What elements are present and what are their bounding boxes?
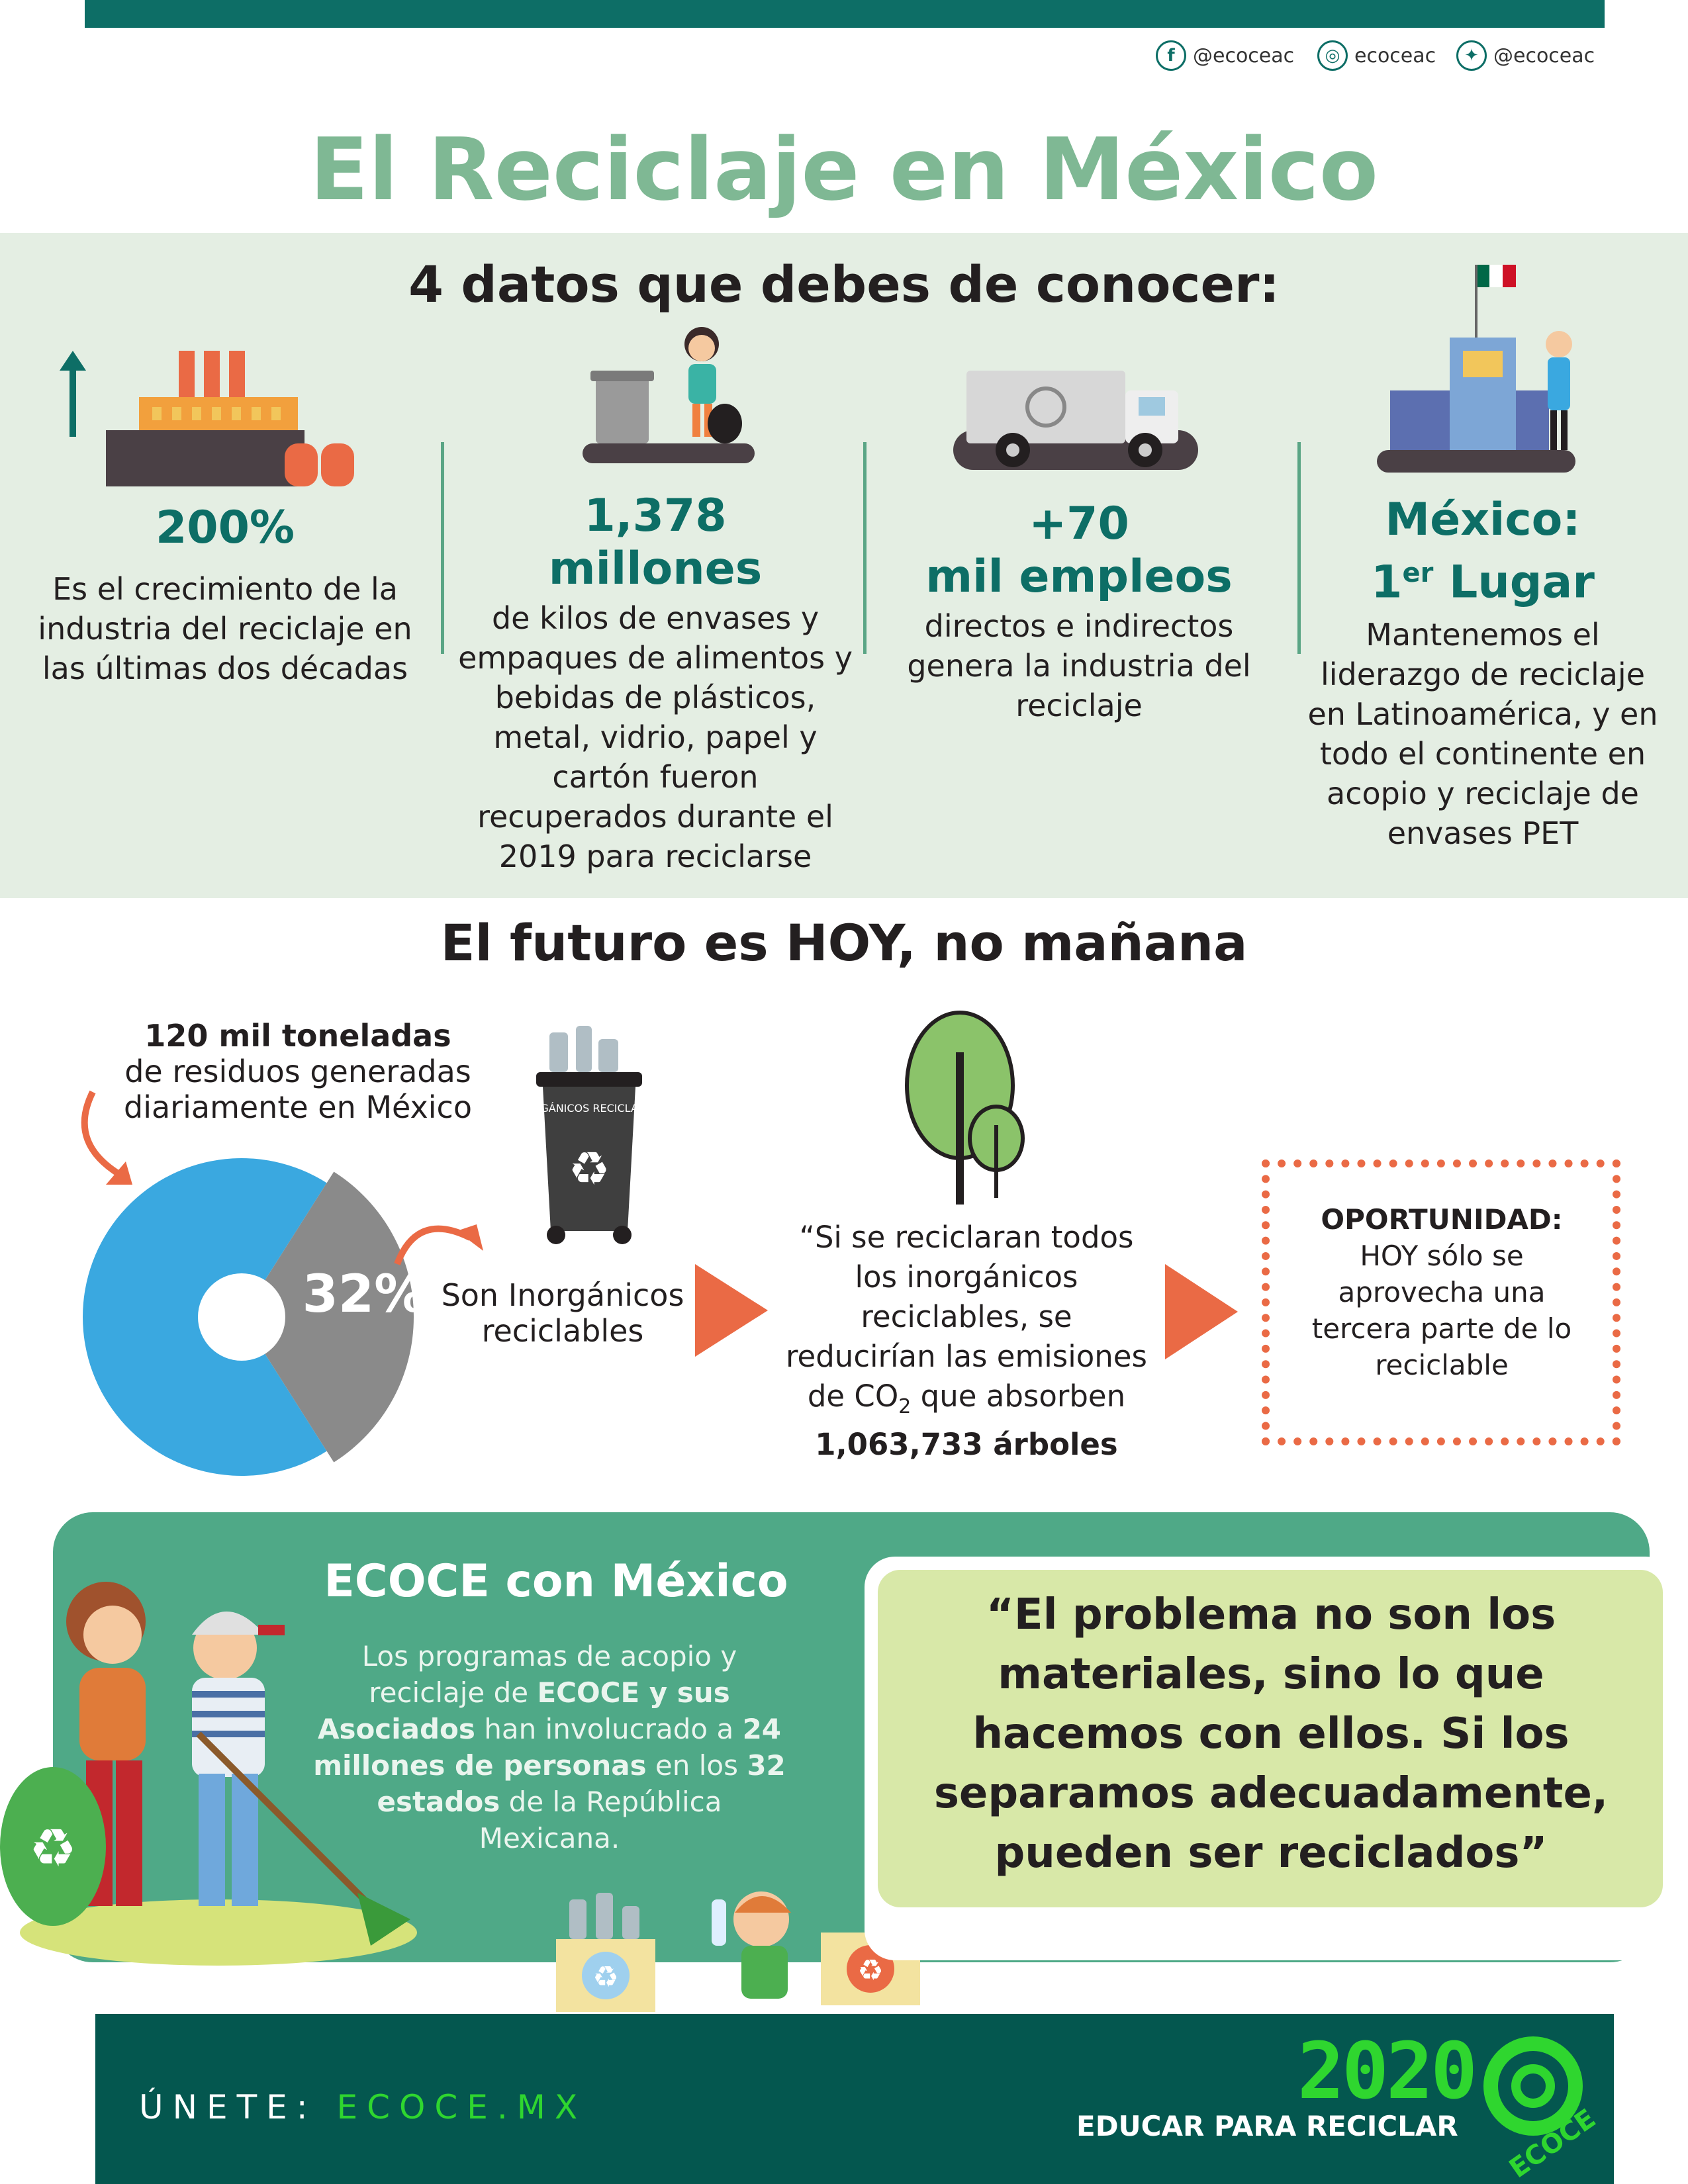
waste-label xyxy=(99,1018,496,1125)
co2-quote-a: “Si se reciclaran todos los inorgánicos reciclables, se reducirían las emisiones de CO xyxy=(786,1220,1147,1414)
ecoce-logo-text: ECOCE xyxy=(1503,2103,1601,2184)
social-instagram[interactable] xyxy=(1317,38,1436,73)
footer-url-link[interactable]: ECOCE.MX xyxy=(336,2088,587,2126)
fact-1 xyxy=(26,502,424,688)
fact-divider xyxy=(441,442,444,654)
ecoce-logo-icon xyxy=(1480,2033,1601,2184)
social-facebook[interactable] xyxy=(1156,38,1294,73)
mexico-flag-machine-icon xyxy=(1370,258,1595,477)
fact-2 xyxy=(457,490,854,876)
garbage-truck-icon xyxy=(947,357,1205,477)
tree-icon xyxy=(900,1013,1033,1205)
factory-icon xyxy=(53,344,371,490)
fact-divider xyxy=(863,442,867,654)
fact-1-big: 200% xyxy=(155,502,295,554)
top-bar xyxy=(85,0,1605,28)
fact-2-text: de kilos de envases y empaques de alimentos y bebidas de plásticos, metal, vidrio, papel y cartón fueron recuperados durante el 2019 para reciclarse xyxy=(458,600,853,874)
fact-4-ordinal: 1 xyxy=(1371,556,1403,609)
arrow-right-icon xyxy=(1165,1264,1238,1359)
girl-recycling-icon xyxy=(576,324,774,470)
inorganic-label: Son Inorgánicos reciclables xyxy=(441,1277,684,1349)
instagram-icon: ◎ xyxy=(1317,40,1348,71)
ecoce-p3: en los xyxy=(646,1749,747,1782)
facebook-handle: @ecoceac xyxy=(1193,44,1295,68)
opportunity-content xyxy=(1297,1202,1586,1383)
fact-3-big-line1: +70 xyxy=(1029,498,1129,550)
ecoce-p2: han involucrado a xyxy=(475,1713,743,1745)
fact-4-big-line1: México: xyxy=(1385,494,1581,546)
ecoce-p4: de la República Mexicana. xyxy=(479,1786,722,1854)
waste-text: de residuos generadas diariamente en México xyxy=(124,1054,472,1125)
fact-4 xyxy=(1297,494,1668,853)
footer-slogan: EDUCAR PARA RECICLAR xyxy=(1076,2110,1458,2142)
opportunity-text: HOY sólo se aprovecha una tercera parte de lo reciclable xyxy=(1311,1240,1572,1381)
ecoce-title: ECOCE con México xyxy=(324,1555,788,1608)
ecoce-b2: 24 millones de personas xyxy=(313,1713,782,1782)
twitter-icon: ✦ xyxy=(1456,40,1487,71)
ecoce-b3: 32 estados xyxy=(377,1749,786,1818)
facts-subtitle: 4 datos que debes de conocer: xyxy=(408,255,1280,314)
ecoce-b1: ECOCE y sus Asociados xyxy=(317,1676,730,1745)
co2-quote xyxy=(781,1218,1152,1463)
waste-pie-chart xyxy=(79,1152,450,1482)
social-twitter[interactable] xyxy=(1456,38,1595,73)
fact-3 xyxy=(887,498,1271,725)
waste-bold: 120 mil toneladas xyxy=(144,1018,451,1054)
fact-3-big-line2: mil empleos xyxy=(925,551,1233,603)
twitter-handle: @ecoceac xyxy=(1493,44,1595,68)
pie-percent-label: 32% xyxy=(302,1265,426,1324)
fact-4-big-line2 xyxy=(1297,547,1668,610)
bin-label: INORGÁNICOS RECICLABLES xyxy=(513,1102,665,1115)
recycle-icon: ♻ xyxy=(857,1954,884,1987)
fact-1-text: Es el crecimiento de la industria del reciclaje en las últimas dos décadas xyxy=(38,571,412,686)
footer-year: 2020 xyxy=(1297,2025,1476,2116)
opportunity-title: OPORTUNIDAD: xyxy=(1321,1203,1563,1236)
instagram-handle: ecoceac xyxy=(1354,44,1436,68)
recycle-icon: ♻ xyxy=(568,1142,610,1196)
fact-2-big-line2: millones xyxy=(548,543,763,595)
fact-4-word: Lugar xyxy=(1449,556,1595,609)
recycling-bin-icon xyxy=(513,1026,665,1244)
pie-hole xyxy=(198,1273,285,1361)
curved-arrow-icon xyxy=(391,1211,496,1277)
fact-4-ordinal-sup: er xyxy=(1402,558,1434,588)
arrow-right-icon xyxy=(695,1264,768,1357)
join-label: ÚNETE: xyxy=(139,2088,317,2126)
facebook-icon: f xyxy=(1156,40,1186,71)
fact-2-big-line1: 1,378 xyxy=(584,490,727,542)
main-quote: “El problema no son los materiales, sino lo que hacemos con ellos. Si los separamos adecuadamente, pueden ser reciclados” xyxy=(933,1590,1609,1878)
ecoce-p1: Los programas de acopio y reciclaje de xyxy=(361,1640,737,1709)
fact-4-text: Mantenemos el liderazgo de reciclaje en Latinoamérica, y en todo el continente en acopio y reciclaje de envases PET xyxy=(1307,616,1658,851)
fact-3-text: directos e indirectos genera la industria del reciclaje xyxy=(907,608,1251,723)
co2-quote-sub: 2 xyxy=(898,1395,912,1418)
future-title: El futuro es HOY, no mañana xyxy=(440,913,1248,972)
page-title: El Reciclaje en México xyxy=(309,119,1379,220)
co2-quote-bold: 1,063,733 árboles xyxy=(815,1427,1118,1462)
recycle-icon: ♻ xyxy=(592,1960,619,1994)
volunteers-illustration xyxy=(0,1562,437,1985)
recycle-icon: ♻ xyxy=(29,1817,77,1879)
co2-quote-b: que absorben xyxy=(911,1379,1126,1414)
join-cta[interactable] xyxy=(139,2088,586,2126)
